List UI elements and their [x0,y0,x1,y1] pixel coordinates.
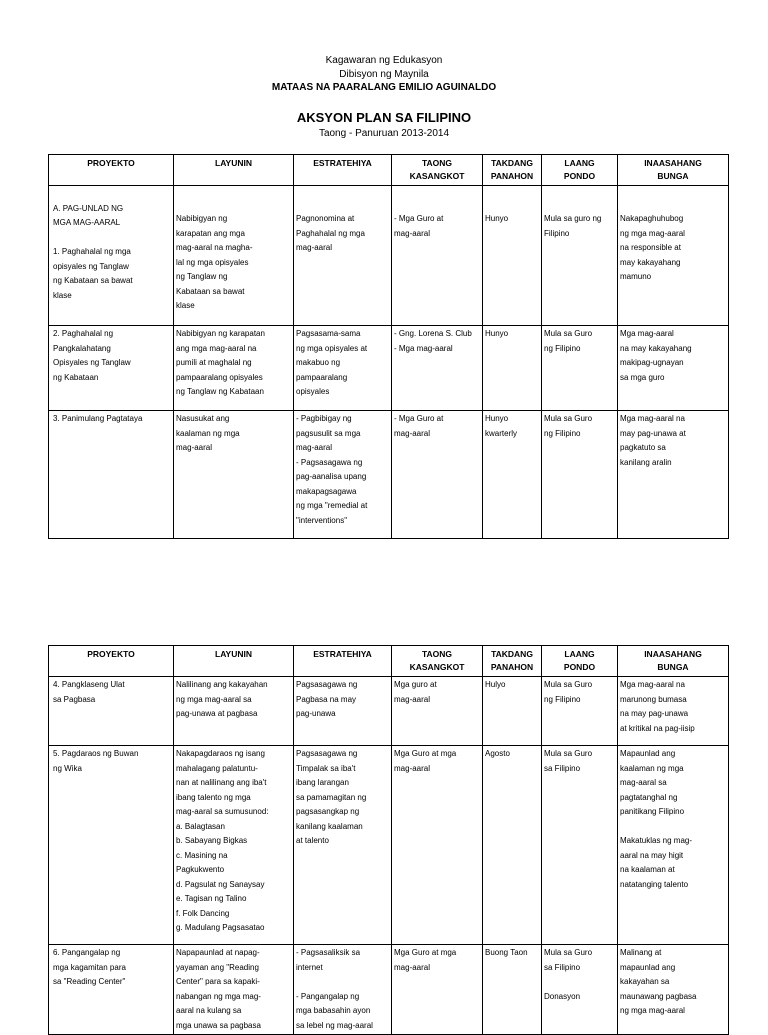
column-header-proyekto: PROYEKTO [49,155,174,186]
taong-cell: Mga Guro at mga mag-aaral [392,945,483,1035]
taong-cell: - Mga Guro at mag-aaral [392,411,483,539]
column-header-inaasahang-bunga: INAASAHANG BUNGA [618,155,729,186]
layunin-cell: Nalilinang ang kakayahan ng mga mag-aaral sa pag-unawa at pagbasa [174,677,294,746]
layunin-cell: Napapaunlad at napag- yayaman ang "Reading Center" para sa kapaki- nabangan ng mga mag- aaral na kulang sa mga unawa sa pagbasa [174,945,294,1035]
table-row [49,186,729,326]
table-header-row [49,646,729,677]
column-header-laang-pondo: LAANG PONDO [542,646,618,677]
bunga-cell: Mapaunlad ang kaalaman ng mga mag-aaral sa pagtatanghal ng panitikang Filipino Makatuklas ng mag- aaral na may higit na kaalaman at natatanging talento [618,746,729,945]
table-row [49,746,729,945]
pondo-cell: Mula sa Guro sa Filipino Donasyon [542,945,618,1035]
column-header-layunin: LAYUNIN [174,646,294,677]
estratehiya-cell: - Pagsasaliksik sa internet - Pangangalap ng mga babasahin ayon sa lebel ng mag-aaral [294,945,392,1035]
column-header-proyekto: PROYEKTO [49,646,174,677]
panahon-cell: Hunyo kwarterly [483,411,542,539]
estratehiya-cell: Pagsasagawa ng Pagbasa na may pag-unawa [294,677,392,746]
estratehiya-cell: Pagsasagawa ng Timpalak sa iba't ibang larangan sa pamamagitan ng pagsasangkap ng kanilang kaalaman at talento [294,746,392,945]
school-year: Taong - Panuruan 2013-2014 [318,128,450,139]
panahon-cell: Hulyo [483,677,542,746]
pondo-cell: Mula sa Guro sa Filipino [542,746,618,945]
layunin-cell: Nabibigyan ng karapatan ang mga mag-aaral na magha- lal ng mga opisyales ng Tanglaw ng Kabataan sa bawat klase [174,186,294,326]
table-row [49,945,729,1035]
panahon-cell: Buong Taon [483,945,542,1035]
column-header-taong-kasangkot: TAONG KASANGKOT [392,646,483,677]
action-plan-table-1 [48,154,729,539]
taong-cell: - Mga Guro at mag-aaral [392,186,483,326]
pondo-cell: Mula sa Guro ng Filipino [542,326,618,411]
proyekto-cell: 3. Panimulang Pagtataya [49,411,174,539]
layunin-cell: Nakapagdaraos ng isang mahalagang palatuntu- nan at nalilinang ang iba't ibang talento ng mga mag-aaral sa sumusunod: a. Balagtasan b. Sabayang Bigkas c. Masining na Pagkukwento d. Pagsulat ng Sanaysay e. Tagisan ng Talino f. Folk Dancing g. Madulang Pagsasatao [174,746,294,945]
taong-cell: Mga Guro at mga mag-aaral [392,746,483,945]
bunga-cell: Malinang at mapaunlad ang kakayahan sa maunawang pagbasa ng mga mag-aaral [618,945,729,1035]
school-name: MATAAS NA PAARALANG EMILIO AGUINALDO [271,82,497,93]
table-header-row [49,155,729,186]
column-header-takdang-panahon: TAKDANG PANAHON [483,155,542,186]
document-title: AKSYON PLAN SA FILIPINO [296,110,472,125]
section-title: A. PAG-UNLAD NG MGA MAG-AARAL [53,203,124,227]
table-row [49,411,729,539]
division-line: Dibisyon ng Maynila [339,69,429,80]
proyekto-cell [49,186,174,326]
bunga-cell: Mga mag-aaral na marunong bumasa na may pag-unawa at kritikal na pag-iisip [618,677,729,746]
pondo-cell: Mula sa Guro ng Filipino [542,411,618,539]
table-row [49,326,729,411]
column-header-takdang-panahon: TAKDANG PANAHON [483,646,542,677]
proyekto-cell: 5. Pagdaraos ng Buwan ng Wika [49,746,174,945]
proyekto-text: 1. Paghahalal ng mga opisyales ng Tanglaw ng Kabataan sa bawat klase [53,247,133,300]
layunin-cell: Nasusukat ang kaalaman ng mga mag-aaral [174,411,294,539]
estratehiya-cell: - Pagbibigay ng pagsusulit sa mga mag-aaral - Pagsasagawa ng pag-aanalisa upang makapagsagawa ng mga "remedial at "interventions" [294,411,392,539]
proyekto-cell: 6. Pangangalap ng mga kagamitan para sa "Reading Center" [49,945,174,1035]
column-header-taong-kasangkot: TAONG KASANGKOT [392,155,483,186]
estratehiya-cell: Pagnonomina at Paghahalal ng mga mag-aaral [294,186,392,326]
panahon-cell: Hunyo [483,326,542,411]
pondo-cell: Mula sa Guro ng Filipino [542,677,618,746]
proyekto-cell: 2. Paghahalal ng Pangkalahatang Opisyales ng Tanglaw ng Kabataan [49,326,174,411]
panahon-cell: Hunyo [483,186,542,326]
action-plan-table-2 [48,645,729,1035]
table-row [49,677,729,746]
layunin-cell: Nabibigyan ng karapatan ang mga mag-aaral na pumili at maghalal ng pampaaralang opisyales ng Tanglaw ng Kabataan [174,326,294,411]
bunga-cell: Mga mag-aaral na may pag-unawa at pagkatuto sa kanilang aralin [618,411,729,539]
column-header-estratehiya: ESTRATEHIYA [294,646,392,677]
column-header-layunin: LAYUNIN [174,155,294,186]
column-header-inaasahang-bunga: INAASAHANG BUNGA [618,646,729,677]
department-line: Kagawaran ng Edukasyon [325,55,443,66]
estratehiya-cell: Pagsasama-sama ng mga opisyales at makabuo ng pampaaralang opisyales [294,326,392,411]
taong-cell: Mga guro at mag-aaral [392,677,483,746]
column-header-laang-pondo: LAANG PONDO [542,155,618,186]
pondo-cell: Mula sa guro ng Filipino [542,186,618,326]
bunga-cell: Mga mag-aaral na may kakayahang makipag-ugnayan sa mga guro [618,326,729,411]
panahon-cell: Agosto [483,746,542,945]
bunga-cell: Nakapaghuhubog ng mga mag-aaral na responsible at may kakayahang mamuno [618,186,729,326]
taong-cell: - Gng. Lorena S. Club - Mga mag-aaral [392,326,483,411]
column-header-estratehiya: ESTRATEHIYA [294,155,392,186]
proyekto-cell: 4. Pangklaseng Ulat sa Pagbasa [49,677,174,746]
